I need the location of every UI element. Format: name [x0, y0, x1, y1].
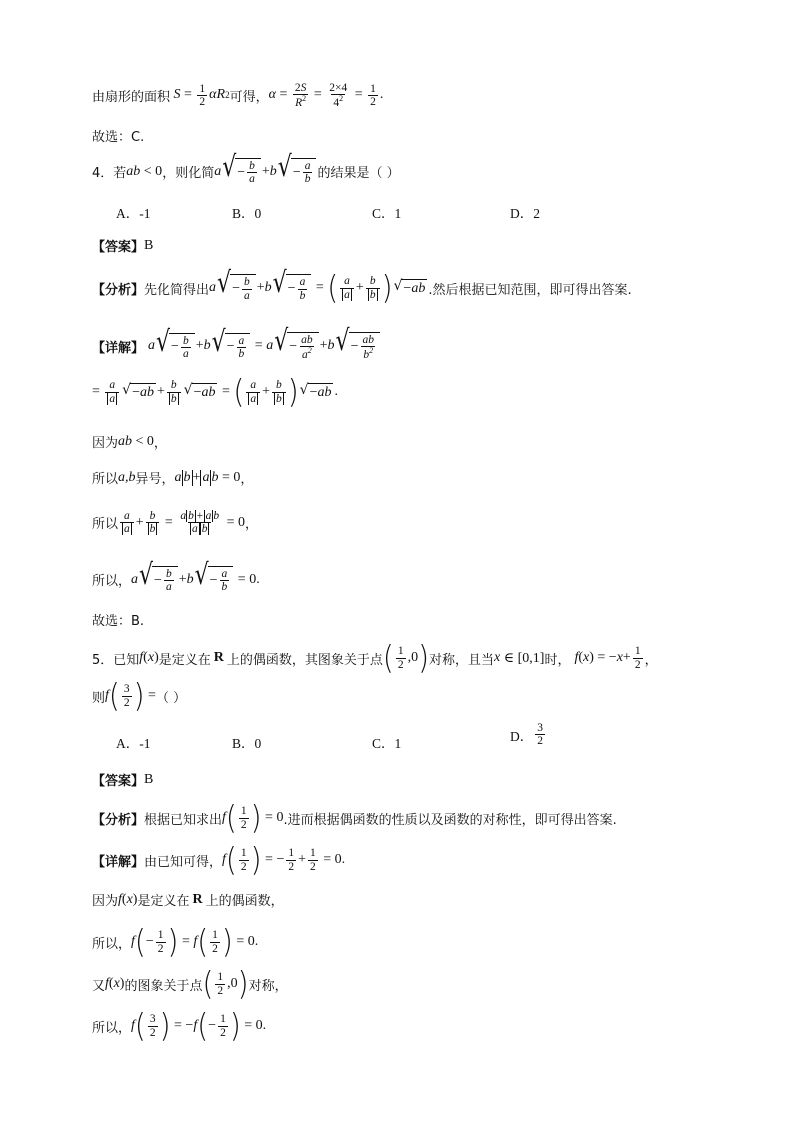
answer-value: B	[144, 771, 154, 787]
option-a: A．-1	[116, 736, 151, 751]
analysis-4: 【分析】 先化简得出 a √ − $\frac{b}{a}$ + b √ − $\frac{a}{b}$ = ( $\frac{a}{a}$ + $\frac{b}{b}$ ) √ − ab .然后根据已知范围，即可得出答案.	[92, 267, 632, 307]
text: 故选：C.	[92, 130, 145, 145]
text: 所以，	[92, 574, 132, 590]
answer-choice-line	[92, 126, 144, 145]
text: 时，	[544, 652, 571, 668]
detail-tag: 【详解】	[92, 854, 145, 870]
text: 则	[92, 690, 106, 706]
detail-5: 【详解】 由已知可得， f ( $\frac{1}{2}$ ) = − $\frac{1}{2}$ + $\frac{1}{2}$ = 0.	[92, 840, 346, 879]
because-5: 因为 f ( x ) 是定义在 R 上的偶函数，	[92, 891, 284, 909]
text: （ ）	[155, 690, 187, 706]
text: ，则化简	[162, 166, 215, 182]
text: 上的偶函数，其图象关于点	[226, 652, 383, 668]
detail-4-line-2: = $\frac{a}{a}$ √ − ab + $\frac{b}{b}$ √ − ab = ( $\frac{a}{a}$ + $\frac{b}{b}$ ) √ − ab .	[92, 372, 338, 411]
text: 又	[92, 978, 106, 994]
question-5-line-2: 则 f ( $\frac{3}{2}$ ) = （ ）	[92, 676, 187, 715]
text: 对称，	[248, 978, 288, 994]
text: 所以，	[92, 1020, 132, 1036]
text: 先化简得出	[144, 282, 210, 298]
sector-area-line: 由扇形的面积 S = $\frac{1}{2}$ αR 2 可得， α = $\frac{2S}{R^2}$ = $\frac{2\times 4}{4^2}$ = $\frac{1}{2}$ .	[92, 82, 384, 109]
question-number: 4．若	[92, 166, 127, 182]
text: 由扇形的面积	[92, 89, 171, 105]
text: 异号，	[135, 472, 175, 487]
option-c: C．1	[372, 736, 402, 751]
again-line: 又 f ( x ) 的图象关于点 ( $\frac{1}{2}$ ,0 ) 对称，	[92, 964, 288, 1003]
text: R	[213, 650, 224, 665]
text: 故选：B.	[92, 614, 145, 629]
text: 所以	[92, 472, 119, 487]
answer-tag: 【答案】	[92, 240, 145, 255]
text: 上的偶函数，	[205, 894, 284, 909]
analysis-tag: 【分析】	[92, 282, 145, 298]
answer-tag: 【答案】	[92, 774, 145, 789]
text: 是定义在	[137, 894, 190, 909]
text: 所以	[92, 517, 119, 533]
detail-4: 【详解】 a √ − $\frac{b}{a}$ + b √ − $\frac{a}{b}$ = a √ − $\frac{ab}{a^2}$ + b √ − $\frac{ab}{b^2}$	[92, 332, 381, 361]
so-fraction-line: 所以 $\frac{a}{a}$ + $\frac{b}{b}$ = $\frac{\text{a b + a b}}{\text{a b}}$ = 0 ，	[92, 510, 259, 536]
answer-choice-line-4	[92, 610, 144, 629]
because-line: 因为 ab < 0 ，	[92, 433, 167, 451]
option-c: C．1	[372, 206, 402, 221]
question-4: 4．若 ab < 0 ，则化简 a √ − $\frac{b}{a}$ + b √ − $\frac{a}{b}$ 的结果是（ ）	[92, 151, 400, 186]
option-b: B．0	[232, 736, 262, 751]
text: 是定义在	[158, 652, 211, 668]
text: 所以，	[92, 936, 132, 952]
option-d-label: D．	[510, 728, 534, 744]
analysis-5: 【分析】 根据已知求出 f ( $\frac{1}{2}$ ) = 0 .进而根据偶函数的性质以及函数的对称性，即可得出答案.	[92, 798, 617, 837]
option-b: B．0	[232, 206, 262, 221]
text: R	[192, 891, 203, 907]
so-5-final: 所以， f ( $\frac{3}{2}$ ) = − f ( − $\frac{1}{2}$ ) = 0.	[92, 1006, 267, 1045]
answer-value: B	[144, 237, 154, 253]
detail-tag: 【详解】	[92, 340, 145, 356]
text: .进而根据偶函数的性质以及函数的对称性，即可得出答案.	[283, 812, 617, 828]
answer-line-5	[92, 770, 153, 789]
so-5-line: 所以， f ( − $\frac{1}{2}$ ) = f ( $\frac{1}{2}$ ) = 0.	[92, 922, 259, 961]
text: .然后根据已知范围，即可得出答案.	[428, 282, 632, 298]
option-d: D． $\frac{3}{2}$	[510, 722, 543, 748]
question-number: 5．已知	[92, 652, 140, 668]
text: 由已知可得，	[144, 854, 223, 870]
text: 根据已知求出	[144, 812, 223, 828]
text: 因为	[92, 436, 119, 451]
analysis-tag: 【分析】	[92, 812, 145, 828]
text: 的图象关于点	[124, 978, 203, 994]
option-d: D．2	[510, 206, 540, 221]
text: 可得，	[229, 89, 269, 105]
so-ab-line: 所以 a,b 异号， a b + a b = 0 ，	[92, 469, 254, 487]
so-result-line: 所以， a √ − $\frac{b}{a}$ + b √ − $\frac{a}{b}$ = 0.	[92, 559, 260, 594]
option-a: A．-1	[116, 206, 151, 221]
text: 对称，且当	[429, 652, 495, 668]
text: 因为	[92, 894, 119, 909]
text: 的结果是（ ）	[317, 166, 400, 182]
question-5: 5．已知 f ( x ) 是定义在 R 上的偶函数，其图象关于点 ( $\frac{1}{2}$ ,0 ) 对称，且当 x ∈ [0,1] 时， f ( x ) = − x + $\frac{1}{2}$ ，	[92, 638, 658, 677]
answer-line-4	[92, 236, 153, 255]
